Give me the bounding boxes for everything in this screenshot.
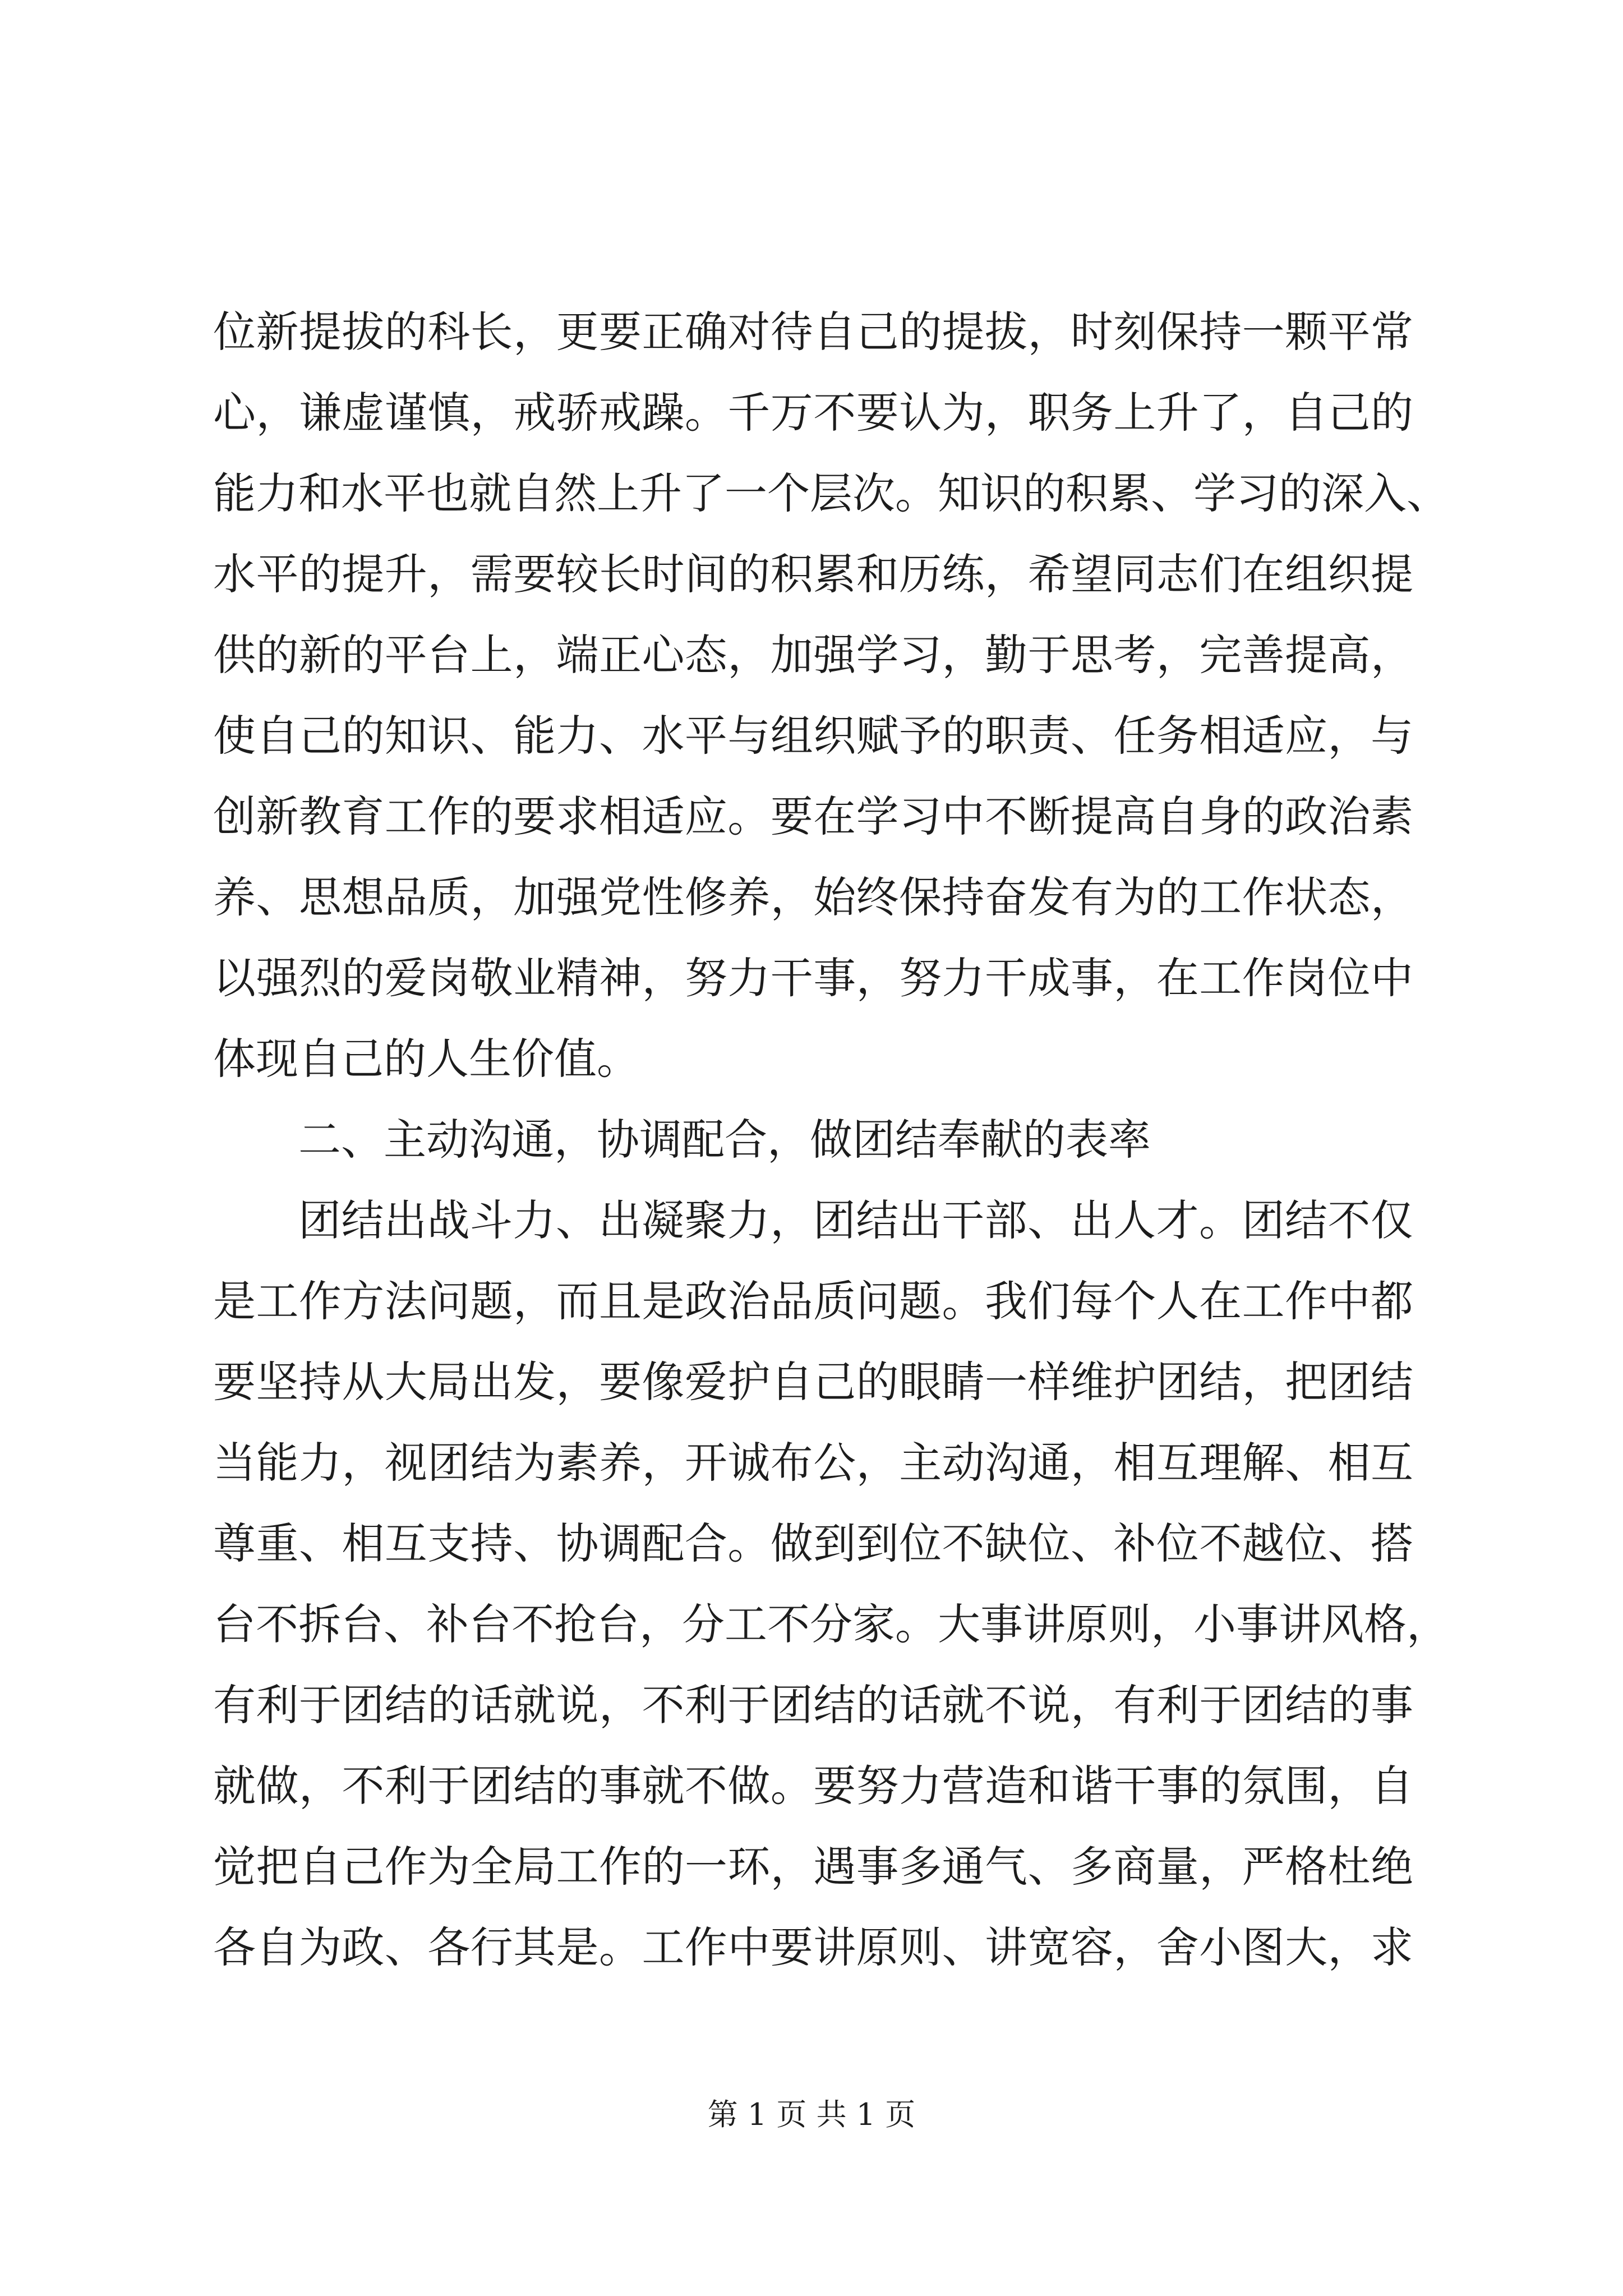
paragraph-line: 台不拆台、补台不抢台，分工不分家。大事讲原则，小事讲风格， (213, 1599, 1449, 1649)
paragraph-line: 各自为政、各行其是。工作中要讲原则、讲宽容，舍小图大，求 (213, 1922, 1413, 1972)
paragraph-line: 心，谦虚谨慎，戒骄戒躁。千万不要认为，职务上升了，自己的 (213, 388, 1413, 438)
paragraph-line: 团结出战斗力、出凝聚力，团结出干部、出人才。团结不仅 (298, 1195, 1413, 1245)
paragraph-line: 以强烈的爱岗敬业精神，努力干事，努力干成事，在工作岗位中 (213, 953, 1413, 1003)
paragraph-line: 位新提拔的科长，更要正确对待自己的提拔，时刻保持一颗平常 (213, 307, 1413, 357)
paragraph-line: 就做，不利于团结的事就不做。要努力营造和谐干事的氛围，自 (213, 1761, 1413, 1811)
paragraph-line: 体现自己的人生价值。 (213, 1034, 639, 1084)
paragraph-line: 使自己的知识、能力、水平与组织赋予的职责、任务相适应，与 (213, 711, 1413, 761)
section-heading: 二、主动沟通，协调配合，做团结奉献的表率 (298, 1115, 1151, 1165)
paragraph-line: 水平的提升，需要较长时间的积累和历练，希望同志们在组织提 (213, 549, 1413, 599)
paragraph-line: 觉把自己作为全局工作的一环，遇事多通气、多商量，严格杜绝 (213, 1842, 1413, 1892)
paragraph-line: 尊重、相互支持、协调配合。做到到位不缺位、补位不越位、搭 (213, 1519, 1413, 1568)
paragraph-line: 创新教育工作的要求相适应。要在学习中不断提高自身的政治素 (213, 792, 1413, 841)
paragraph-line: 当能力，视团结为素养，开诚布公，主动沟通，相互理解、相互 (213, 1438, 1413, 1488)
paragraph-line: 是工作方法问题，而且是政治品质问题。我们每个人在工作中都 (213, 1276, 1413, 1326)
paragraph-line: 要坚持从大局出发，要像爱护自己的眼睛一样维护团结，把团结 (213, 1357, 1413, 1407)
document-body (213, 292, 1449, 1988)
paragraph-line: 能力和水平也就自然上升了一个层次。知识的积累、学习的深入、 (213, 468, 1449, 518)
page-footer: 第 1 页 共 1 页 (707, 2097, 916, 2132)
paragraph-line: 养、思想品质，加强党性修养，始终保持奋发有为的工作状态， (213, 872, 1413, 922)
paragraph-line: 供的新的平台上，端正心态，加强学习，勤于思考，完善提高， (213, 630, 1413, 680)
paragraph-line: 有利于团结的话就说，不利于团结的话就不说，有利于团结的事 (213, 1680, 1413, 1730)
